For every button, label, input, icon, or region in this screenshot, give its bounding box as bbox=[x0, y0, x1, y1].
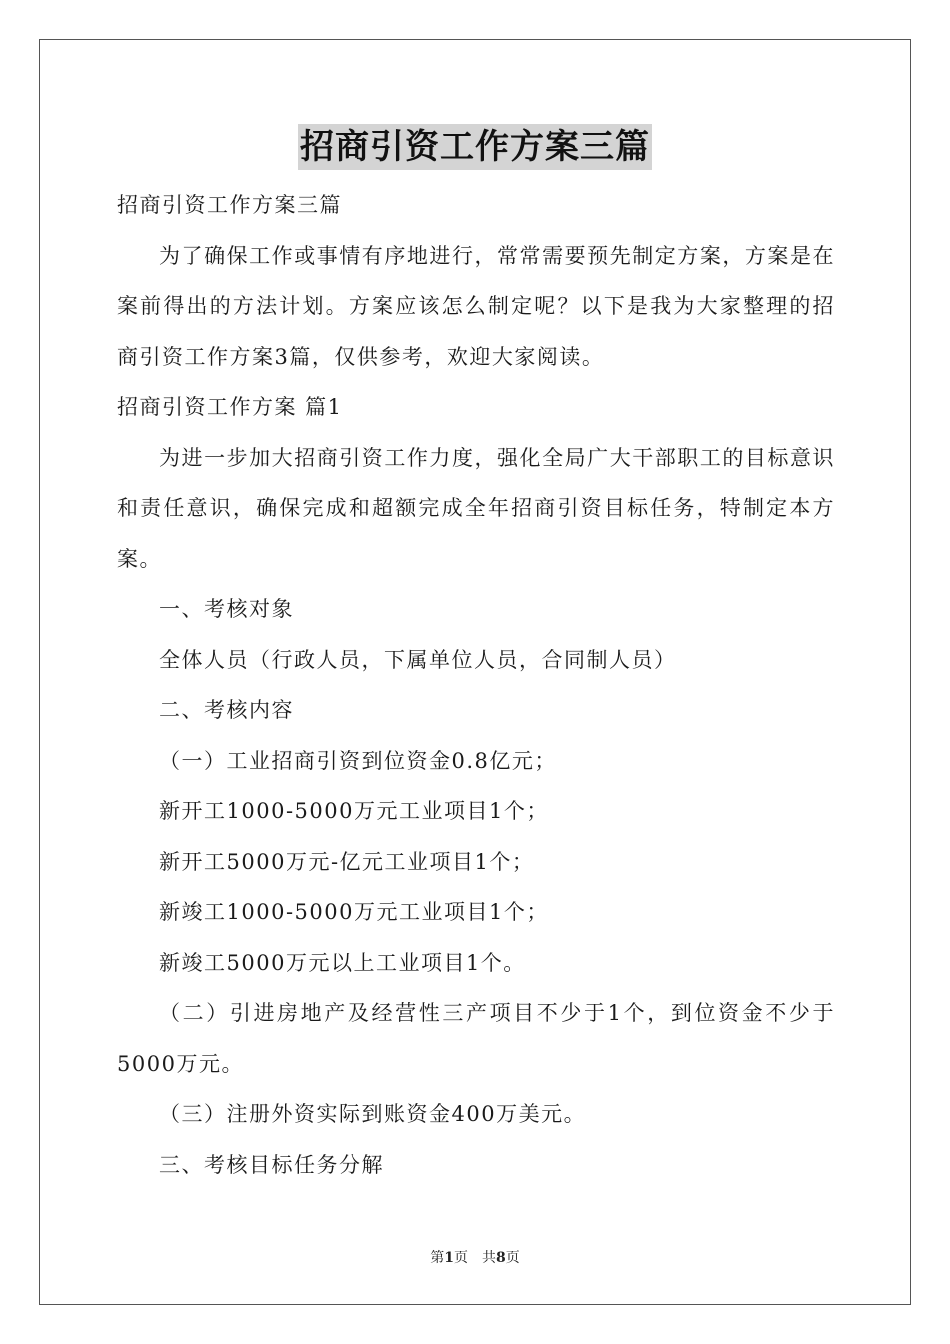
content-item-1a: 新开工1000-5000万元工业项目1个； bbox=[159, 799, 549, 823]
document-subtitle: 招商引资工作方案三篇 bbox=[117, 193, 342, 217]
footer-mid: 页 共 bbox=[454, 1250, 496, 1266]
assessment-target-text: 全体人员（行政人员，下属单位人员，合同制人员） bbox=[159, 647, 677, 672]
heading-assessment-target: 一、考核对象 bbox=[159, 597, 294, 621]
footer-suffix: 页 bbox=[505, 1250, 520, 1266]
content-item-3: （三）注册外资实际到账资金400万美元。 bbox=[159, 1102, 587, 1126]
intro-paragraph: 为了确保工作或事情有序地进行，常常需要预先制定方案，方案是在案前得出的方法计划。方案应该怎么制定呢？以下是我为大家整理的招商引资工作方案3篇，仅供参考，欢迎大家阅读。 bbox=[117, 243, 835, 369]
content-item-1: （一）工业招商引资到位资金0.8亿元； bbox=[159, 748, 557, 773]
heading-task-breakdown: 三、考核目标任务分解 bbox=[159, 1152, 384, 1177]
content-item-1c: 新竣工1000-5000万元工业项目1个； bbox=[159, 900, 549, 924]
footer-prefix: 第 bbox=[430, 1250, 445, 1266]
section-intro-paragraph: 为进一步加大招商引资工作力度，强化全局广大干部职工的目标意识和责任意识，确保完成和超额完成全年招商引资目标任务，特制定本方案。 bbox=[117, 445, 835, 571]
document-title: 招商引资工作方案三篇 bbox=[298, 124, 652, 170]
section-heading: 招商引资工作方案 篇1 bbox=[117, 395, 343, 419]
content-item-2: （二）引进房地产及经营性三产项目不少于1个，到位资金不少于5000万元。 bbox=[117, 1001, 835, 1076]
heading-assessment-content: 二、考核内容 bbox=[159, 698, 294, 722]
content-item-1b: 新开工5000万元-亿元工业项目1个； bbox=[159, 849, 535, 874]
content-item-1d: 新竣工5000万元以上工业项目1个。 bbox=[159, 950, 526, 975]
footer-page-current: 1 bbox=[444, 1250, 454, 1266]
title-wrap bbox=[0, 124, 950, 170]
document-body bbox=[117, 180, 835, 1190]
footer-page-total: 8 bbox=[496, 1250, 506, 1266]
page-footer bbox=[0, 1247, 950, 1267]
